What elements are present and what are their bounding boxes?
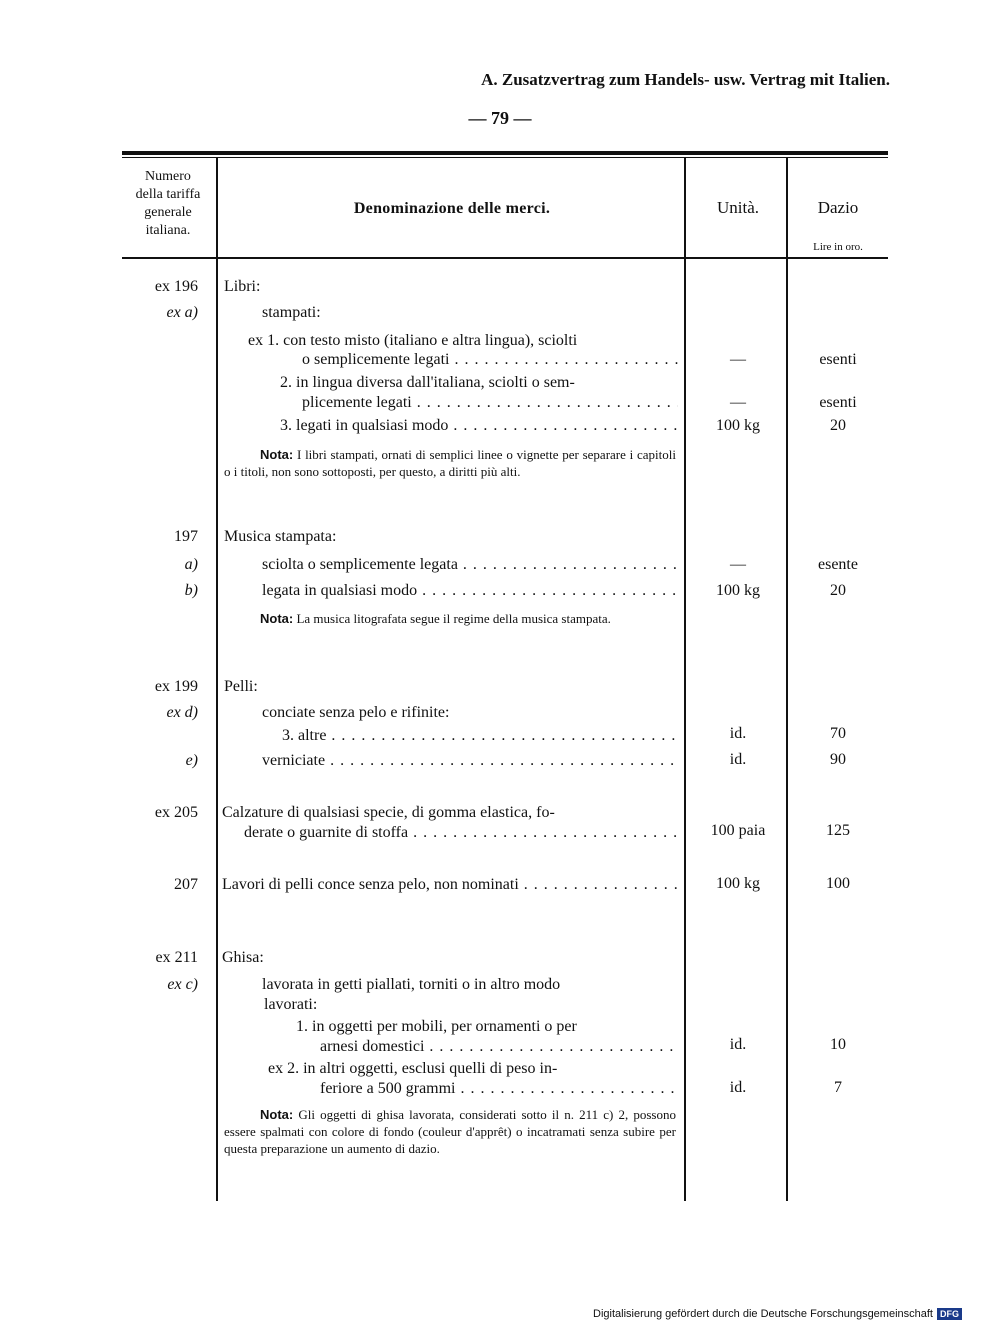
- unit-value: —: [730, 394, 746, 411]
- goods-description-text: derate o guarnite di stoffa: [244, 824, 409, 841]
- goods-description: [302, 394, 678, 412]
- goods-description-text: Lavori di pelli conce senza pelo, non nominati: [222, 876, 519, 893]
- note: [224, 610, 676, 627]
- tariff-number: ex 196: [154, 278, 198, 295]
- goods-description: [244, 824, 678, 842]
- digitization-credit-text: Digitalisierung gefördert durch die Deutsche Forschungsgemeinschaft: [593, 1308, 933, 1320]
- tariff-number: 207: [174, 876, 198, 893]
- goods-description: [282, 727, 678, 745]
- duty-value: esenti: [819, 351, 857, 368]
- tariff-number: ex 199: [154, 678, 198, 695]
- goods-description: [320, 1080, 678, 1098]
- header-bottom-rule: [122, 257, 888, 259]
- page-number: — 79 —: [468, 108, 532, 128]
- goods-description-text: arnesi domestici: [320, 1038, 425, 1055]
- note-text: I libri stampati, ornati di semplici linee o vignette per separare i capitoli o i titoli, non sono sottoposti, per questo, a diritti più alti.: [224, 447, 677, 479]
- duty-value: 100: [826, 875, 850, 892]
- goods-description-text: 3. altre: [282, 727, 327, 744]
- tariff-number: b): [184, 582, 198, 599]
- tariff-number: ex 205: [154, 804, 198, 821]
- unit-value: id.: [729, 1079, 747, 1096]
- column-header-numero: [122, 168, 214, 240]
- unit-value: 100 paia: [710, 822, 766, 839]
- column-divider-1: [216, 157, 218, 1201]
- goods-description: [262, 556, 678, 574]
- table-top-rule-thick: [122, 151, 888, 155]
- goods-description: [262, 582, 678, 600]
- duty-value: 70: [830, 725, 846, 742]
- tariff-number-text: ex a): [166, 304, 198, 321]
- column-header-numero-line: generale: [144, 205, 192, 220]
- duty-value: 125: [826, 822, 850, 839]
- column-header-unita: Unità.: [716, 198, 760, 217]
- tariff-number: a): [184, 556, 198, 573]
- goods-description: [280, 417, 678, 435]
- goods-description-text: legata in qualsiasi modo: [262, 582, 418, 599]
- goods-description-text: sciolta o semplicemente legata: [262, 556, 458, 573]
- column-header-denominazione: Denominazione delle merci.: [353, 200, 551, 217]
- unit-value: 100 kg: [716, 875, 760, 892]
- column-header-numero-line: Numero: [145, 169, 191, 184]
- goods-description: 2. in lingua diversa dall'italiana, sciolti o sem-: [280, 374, 575, 391]
- goods-description: [320, 1038, 678, 1056]
- unit-value: id.: [729, 751, 747, 768]
- duty-value: 90: [830, 751, 846, 768]
- duty-value: 7: [834, 1079, 842, 1096]
- dfg-logo-icon: DFG: [937, 1308, 962, 1320]
- unit-value: 100 kg: [716, 582, 760, 599]
- unit-value: id.: [729, 1036, 747, 1053]
- tariff-number: [108, 304, 198, 322]
- goods-description-text: feriore a 500 grammi: [320, 1080, 456, 1097]
- column-divider-2: [684, 157, 686, 1201]
- column-subheader-lire: Lire in oro.: [813, 241, 863, 253]
- tariff-number: ex c): [167, 976, 198, 993]
- goods-description-text: o semplicemente legati: [302, 351, 450, 368]
- goods-description: Libri:: [224, 278, 261, 295]
- table-top-rule-thin: [122, 157, 888, 158]
- duty-value: esente: [818, 556, 858, 573]
- column-header-dazio: Dazio: [817, 198, 859, 217]
- unit-value: —: [730, 556, 746, 573]
- duty-value: 20: [830, 417, 846, 434]
- goods-description: [302, 351, 678, 369]
- goods-description: Musica stampata:: [224, 528, 337, 545]
- note-text: La musica litografata segue il regime della musica stampata.: [296, 611, 611, 626]
- column-header-numero-line: della tariffa: [135, 187, 201, 202]
- goods-description: Pelli:: [224, 678, 258, 695]
- goods-description: Calzature di qualsiasi specie, di gomma elastica, fo-: [222, 804, 555, 821]
- goods-description: ex 1. con testo misto (italiano e altra lingua), sciolti: [248, 332, 578, 349]
- note-text: Gli oggetti di ghisa lavorata, considerati sotto il n. 211 c) 2, possono essere spalmati con colore di fondo (couleur d'apprêt) o incatramati senza subire per questa preparazione un aumento di dazio.: [224, 1107, 676, 1156]
- note: [224, 446, 676, 480]
- goods-description: lavorata in getti piallati, torniti o in altro modo: [262, 976, 561, 993]
- goods-description: [222, 876, 678, 894]
- goods-description-text: plicemente legati: [302, 394, 412, 411]
- goods-description: conciate senza pelo e rifinite:: [262, 704, 450, 721]
- note-label: Nota:: [260, 1107, 294, 1122]
- note: [224, 1106, 676, 1157]
- duty-value: 20: [830, 582, 846, 599]
- note-label: Nota:: [260, 611, 294, 626]
- goods-description: ex 2. in altri oggetti, esclusi quelli di peso in-: [268, 1060, 558, 1077]
- column-header-numero-line: italiana.: [145, 223, 191, 238]
- tariff-number: ex d): [166, 704, 198, 721]
- duty-value: 10: [830, 1036, 846, 1053]
- duty-value: esenti: [819, 394, 857, 411]
- goods-description: [262, 752, 678, 770]
- goods-description-text: verniciate: [262, 752, 326, 769]
- goods-description: 1. in oggetti per mobili, per ornamenti o per: [296, 1018, 577, 1035]
- unit-value: 100 kg: [716, 417, 760, 434]
- unit-value: —: [730, 351, 746, 368]
- goods-description: lavorati:: [264, 996, 318, 1013]
- digitization-credit: [593, 1308, 962, 1320]
- goods-description-text: 3. legati in qualsiasi modo: [280, 417, 449, 434]
- note-label: Nota:: [260, 447, 294, 462]
- unit-value: id.: [729, 725, 747, 742]
- running-title: A. Zusatzvertrag zum Handels- usw. Vertrag mit Italien.: [481, 70, 890, 89]
- tariff-number: 197: [174, 528, 198, 545]
- tariff-number: e): [185, 752, 198, 769]
- goods-description: stampati:: [262, 304, 321, 321]
- tariff-number: ex 211: [155, 949, 198, 966]
- goods-description: Ghisa:: [222, 949, 264, 966]
